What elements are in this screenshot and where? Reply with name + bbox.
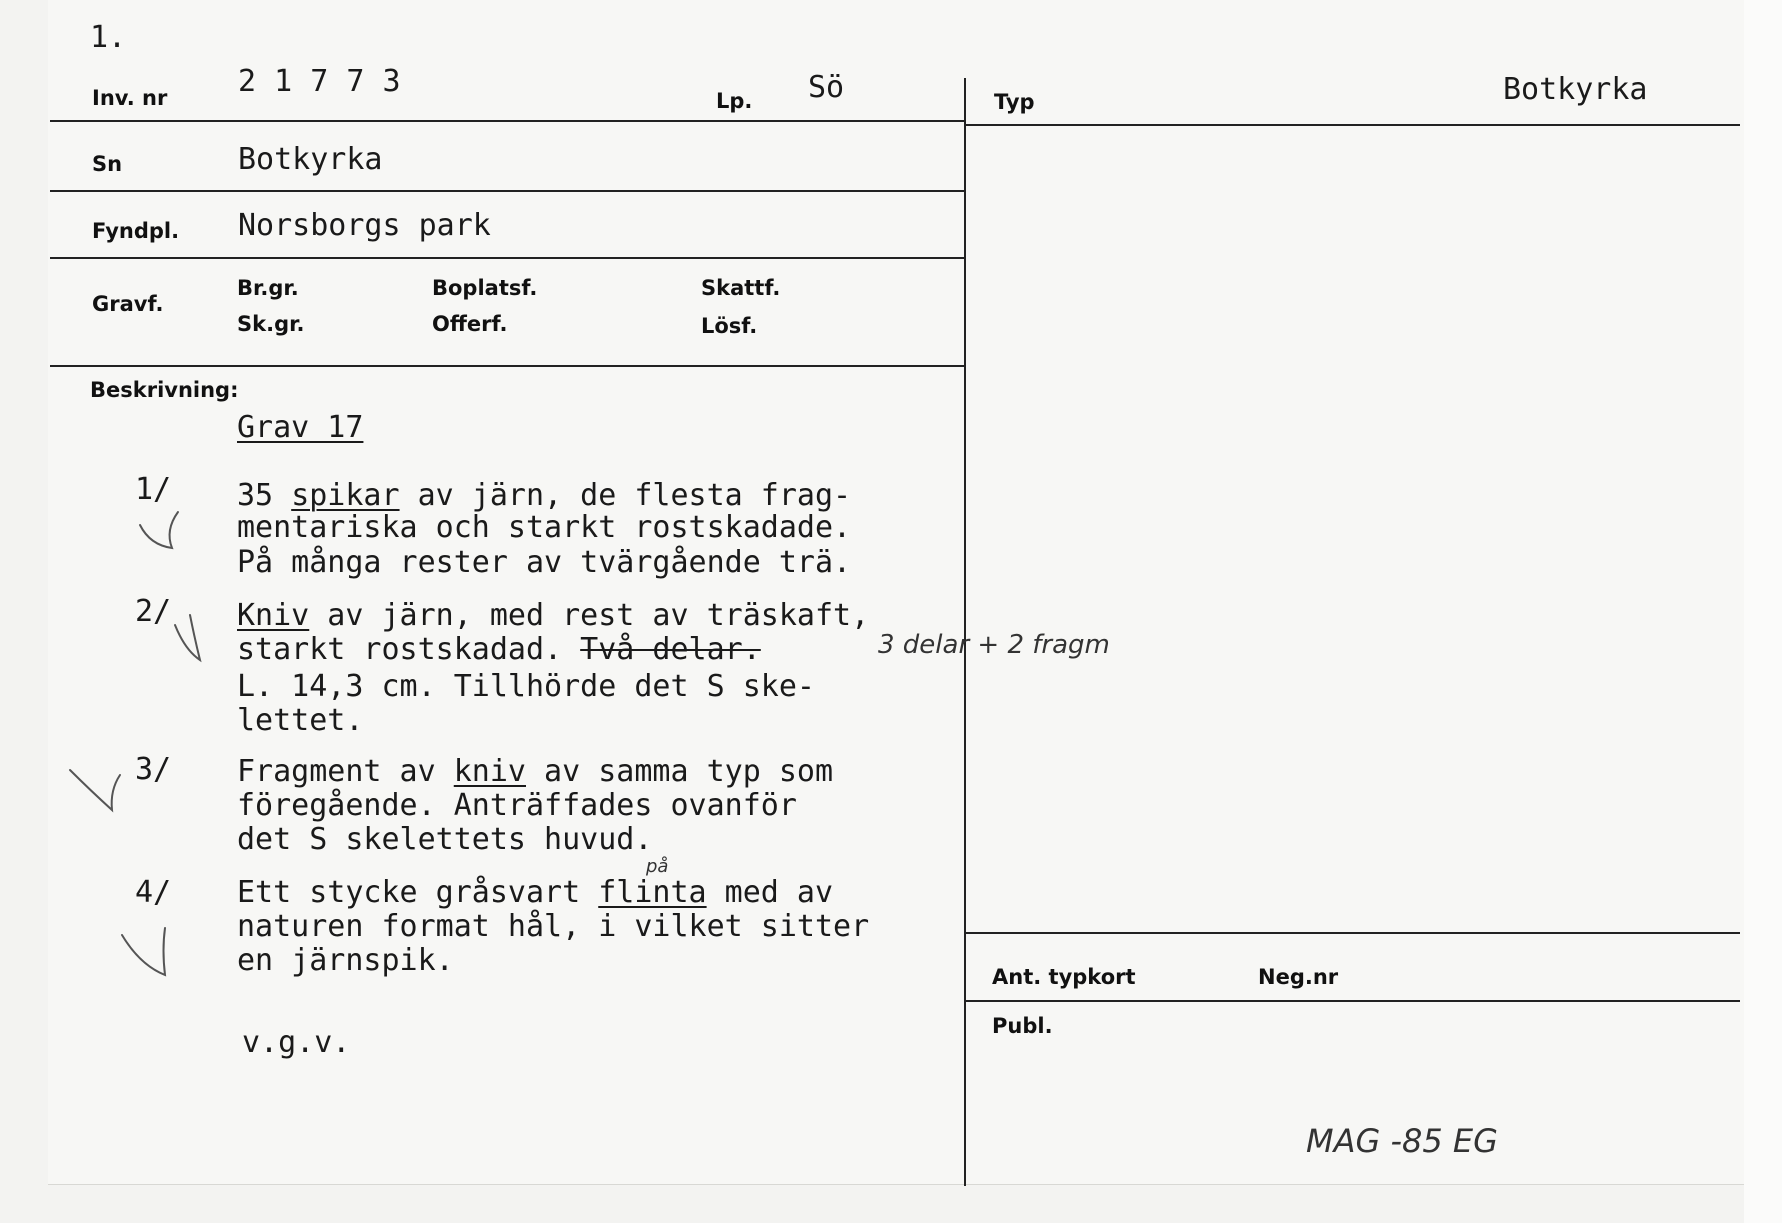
publ-label: Publ. (992, 1014, 1053, 1038)
item-line: Ett stycke gråsvart flinta med av (237, 875, 834, 910)
item-line: naturen format hål, i vilket sitter (237, 909, 870, 944)
item-line: starkt rostskadad. Två delar. (237, 632, 761, 667)
handwritten-annotation: 3 delar + 2 fragm (878, 630, 1110, 660)
handwritten-insertion: på (646, 856, 669, 877)
offerf-label: Offerf. (432, 312, 508, 336)
description-heading: Grav 17 (237, 410, 364, 445)
item-number: 1/ (135, 472, 172, 507)
checkmark-icon (122, 928, 165, 975)
item-number: 2/ (135, 594, 172, 629)
fyndpl-label: Fyndpl. (92, 219, 180, 243)
gravf-label: Gravf. (92, 292, 164, 316)
item-line: Fragment av kniv av samma typ som (237, 754, 834, 789)
inv-nr-value: 2 1 7 7 3 (238, 64, 401, 99)
item-line: På många rester av tvärgående trä. (237, 545, 852, 580)
sk-gr-label: Sk.gr. (237, 312, 305, 336)
checkmark-icon (140, 512, 178, 548)
continue-note: v.g.v. (242, 1025, 351, 1060)
handwritten-signature: MAG -85 EG (1306, 1122, 1498, 1160)
ant-typkort-label: Ant. typkort (992, 965, 1136, 989)
item-number: 3/ (135, 752, 172, 787)
item-line: L. 14,3 cm. Tillhörde det S ske- (237, 669, 815, 704)
card-number: 1. (90, 20, 127, 55)
losf-label: Lösf. (701, 314, 758, 338)
br-gr-label: Br.gr. (237, 276, 299, 300)
neg-nr-label: Neg.nr (1258, 965, 1339, 989)
boplatsf-label: Boplatsf. (432, 276, 538, 300)
lp-value: Sö (808, 70, 845, 105)
checkmark-icon (175, 615, 200, 660)
skattf-label: Skattf. (701, 276, 781, 300)
typ-right-value: Botkyrka (1503, 72, 1648, 107)
sn-label: Sn (92, 152, 123, 176)
inv-nr-label: Inv. nr (92, 86, 168, 110)
item-line: en järnspik. (237, 943, 454, 978)
item-line: det S skelettets huvud. (237, 822, 653, 857)
sn-value: Botkyrka (238, 142, 383, 177)
item-number: 4/ (135, 875, 172, 910)
item-line: Kniv av järn, med rest av träskaft, (237, 598, 870, 633)
item-line: föregående. Anträffades ovanför (237, 788, 797, 823)
item-line: 35 spikar av järn, de flesta frag- (237, 478, 852, 513)
item-line: lettet. (237, 703, 364, 738)
lp-label: Lp. (716, 89, 753, 113)
fyndpl-value: Norsborgs park (238, 208, 491, 243)
beskrivning-label: Beskrivning: (90, 378, 239, 402)
checkmark-icon (70, 770, 120, 810)
item-line: mentariska och starkt rostskadade. (237, 510, 852, 545)
typ-label: Typ (994, 90, 1035, 114)
